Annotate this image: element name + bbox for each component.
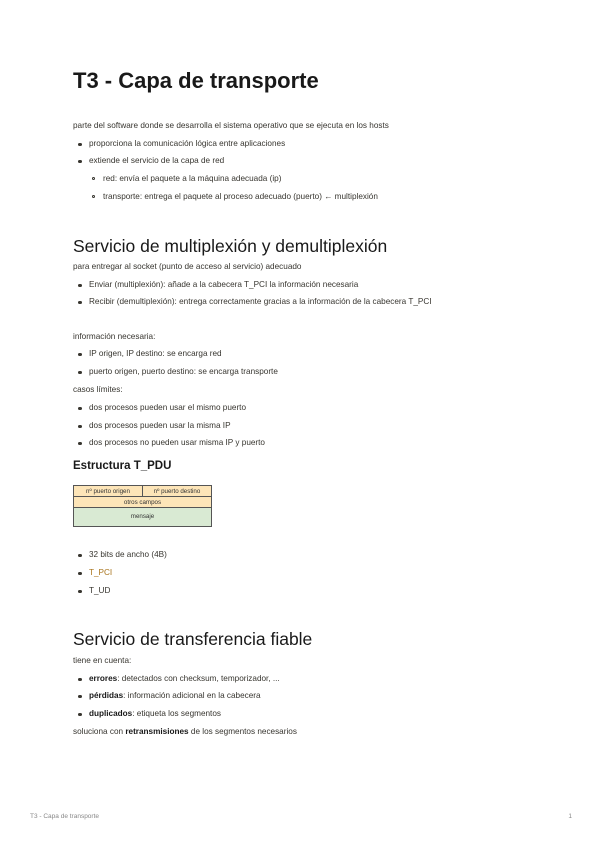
list-item: dos procesos pueden usar la misma IP xyxy=(89,421,231,430)
list-item: Recibir (demultiplexión): entrega correctamente gracias a la información de la cabecera T_PCI xyxy=(89,297,432,306)
pdu-message: mensaje xyxy=(74,508,211,526)
footer-title: T3 - Capa de transporte xyxy=(30,813,100,820)
pdu-heading: Estructura T_PDU xyxy=(73,460,172,472)
pdu-other-fields: otros campos xyxy=(74,497,211,507)
pdu-dest-port: nº puerto destino xyxy=(143,486,211,496)
section-heading-mux: Servicio de multiplexión y demultiplexión xyxy=(73,236,388,256)
list-item: puerto origen, puerto destino: se encarga transporte xyxy=(89,367,278,376)
sub-list-item: transporte: entrega el paquete al proceso adecuado (puerto) ← multiplexión xyxy=(103,192,378,201)
list-item: 32 bits de ancho (4B) xyxy=(89,550,167,559)
list-item: Enviar (multiplexión): añade a la cabecera T_PCI la información necesaria xyxy=(89,280,359,289)
sub-list-item: red: envía el paquete a la máquina adecuada (ip) xyxy=(103,174,282,183)
limits-label: casos límites: xyxy=(73,385,123,394)
page-title: T3 - Capa de transporte xyxy=(73,68,319,93)
pdu-diagram xyxy=(73,485,212,527)
page-number: 1 xyxy=(568,813,572,820)
list-item: dos procesos no pueden usar misma IP y puerto xyxy=(89,438,265,447)
pdu-origin-port: nº puerto origen xyxy=(74,486,143,496)
list-item: proporciona la comunicación lógica entre aplicaciones xyxy=(89,139,286,148)
info-label: información necesaria: xyxy=(73,332,156,341)
list-item: pérdidas: información adicional en la cabecera xyxy=(89,691,261,700)
intro-text: parte del software donde se desarrolla el sistema operativo que se ejecuta en los hosts xyxy=(73,121,389,130)
list-item: errores: detectados con checksum, temporizador, ... xyxy=(89,674,280,683)
list-item: IP origen, IP destino: se encarga red xyxy=(89,349,222,358)
list-item: dos procesos pueden usar el mismo puerto xyxy=(89,403,247,412)
mux-text: para entregar al socket (punto de acceso al servicio) adecuado xyxy=(73,262,302,271)
list-item: extiende el servicio de la capa de red xyxy=(89,156,225,165)
list-item-highlight: T_PCI xyxy=(89,568,113,577)
list-item: T_UD xyxy=(89,586,111,595)
solution-text: soluciona con retransmisiones de los segmentos necesarios xyxy=(73,727,297,736)
list-item: duplicados: etiqueta los segmentos xyxy=(89,709,221,718)
reliable-text: tiene en cuenta: xyxy=(73,656,132,665)
section-heading-reliable: Servicio de transferencia fiable xyxy=(73,629,313,649)
